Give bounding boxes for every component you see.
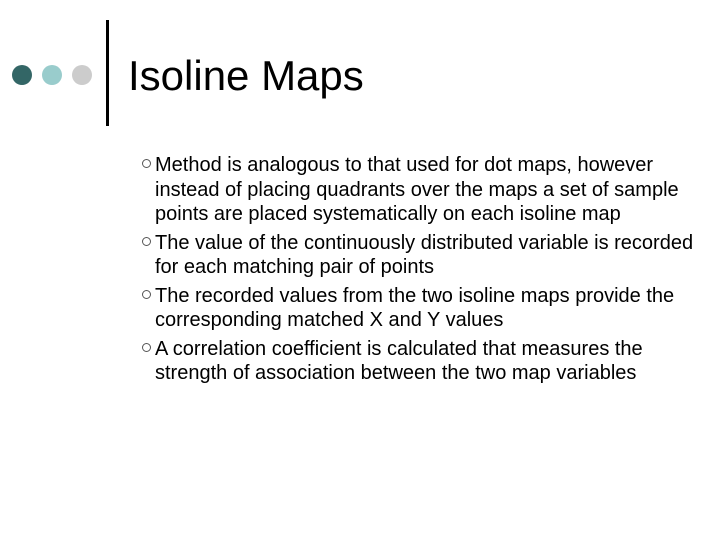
hollow-circle-bullet-icon bbox=[142, 343, 151, 352]
slide-title: Isoline Maps bbox=[128, 52, 364, 99]
dark-teal-dot-icon bbox=[12, 65, 32, 85]
bullet-text: A correlation coefficient is calculated that measures the strength of association between the two map variables bbox=[155, 337, 643, 384]
light-teal-dot-icon bbox=[42, 65, 62, 85]
bullet-text: The value of the continuously distributed variable is recorded for each matching pair of points bbox=[155, 231, 694, 278]
hollow-circle-bullet-icon bbox=[142, 290, 151, 299]
bullet-text: The recorded values from the two isoline maps provide the corresponding matched X and Y values bbox=[155, 284, 675, 331]
bullet-list bbox=[143, 153, 703, 390]
title-divider-line bbox=[106, 20, 109, 126]
hollow-circle-bullet-icon bbox=[142, 237, 151, 246]
bullet-item bbox=[143, 284, 703, 333]
hollow-circle-bullet-icon bbox=[142, 159, 151, 168]
decorative-dots bbox=[0, 0, 100, 150]
bullet-item bbox=[143, 153, 703, 227]
bullet-text: Method is analogous to that used for dot maps, however instead of placing quadrants over the maps a set of sample points are placed systematically on each isoline map bbox=[155, 154, 679, 225]
bullet-item bbox=[143, 231, 703, 280]
bullet-item bbox=[143, 337, 703, 386]
gray-dot-icon bbox=[72, 65, 92, 85]
